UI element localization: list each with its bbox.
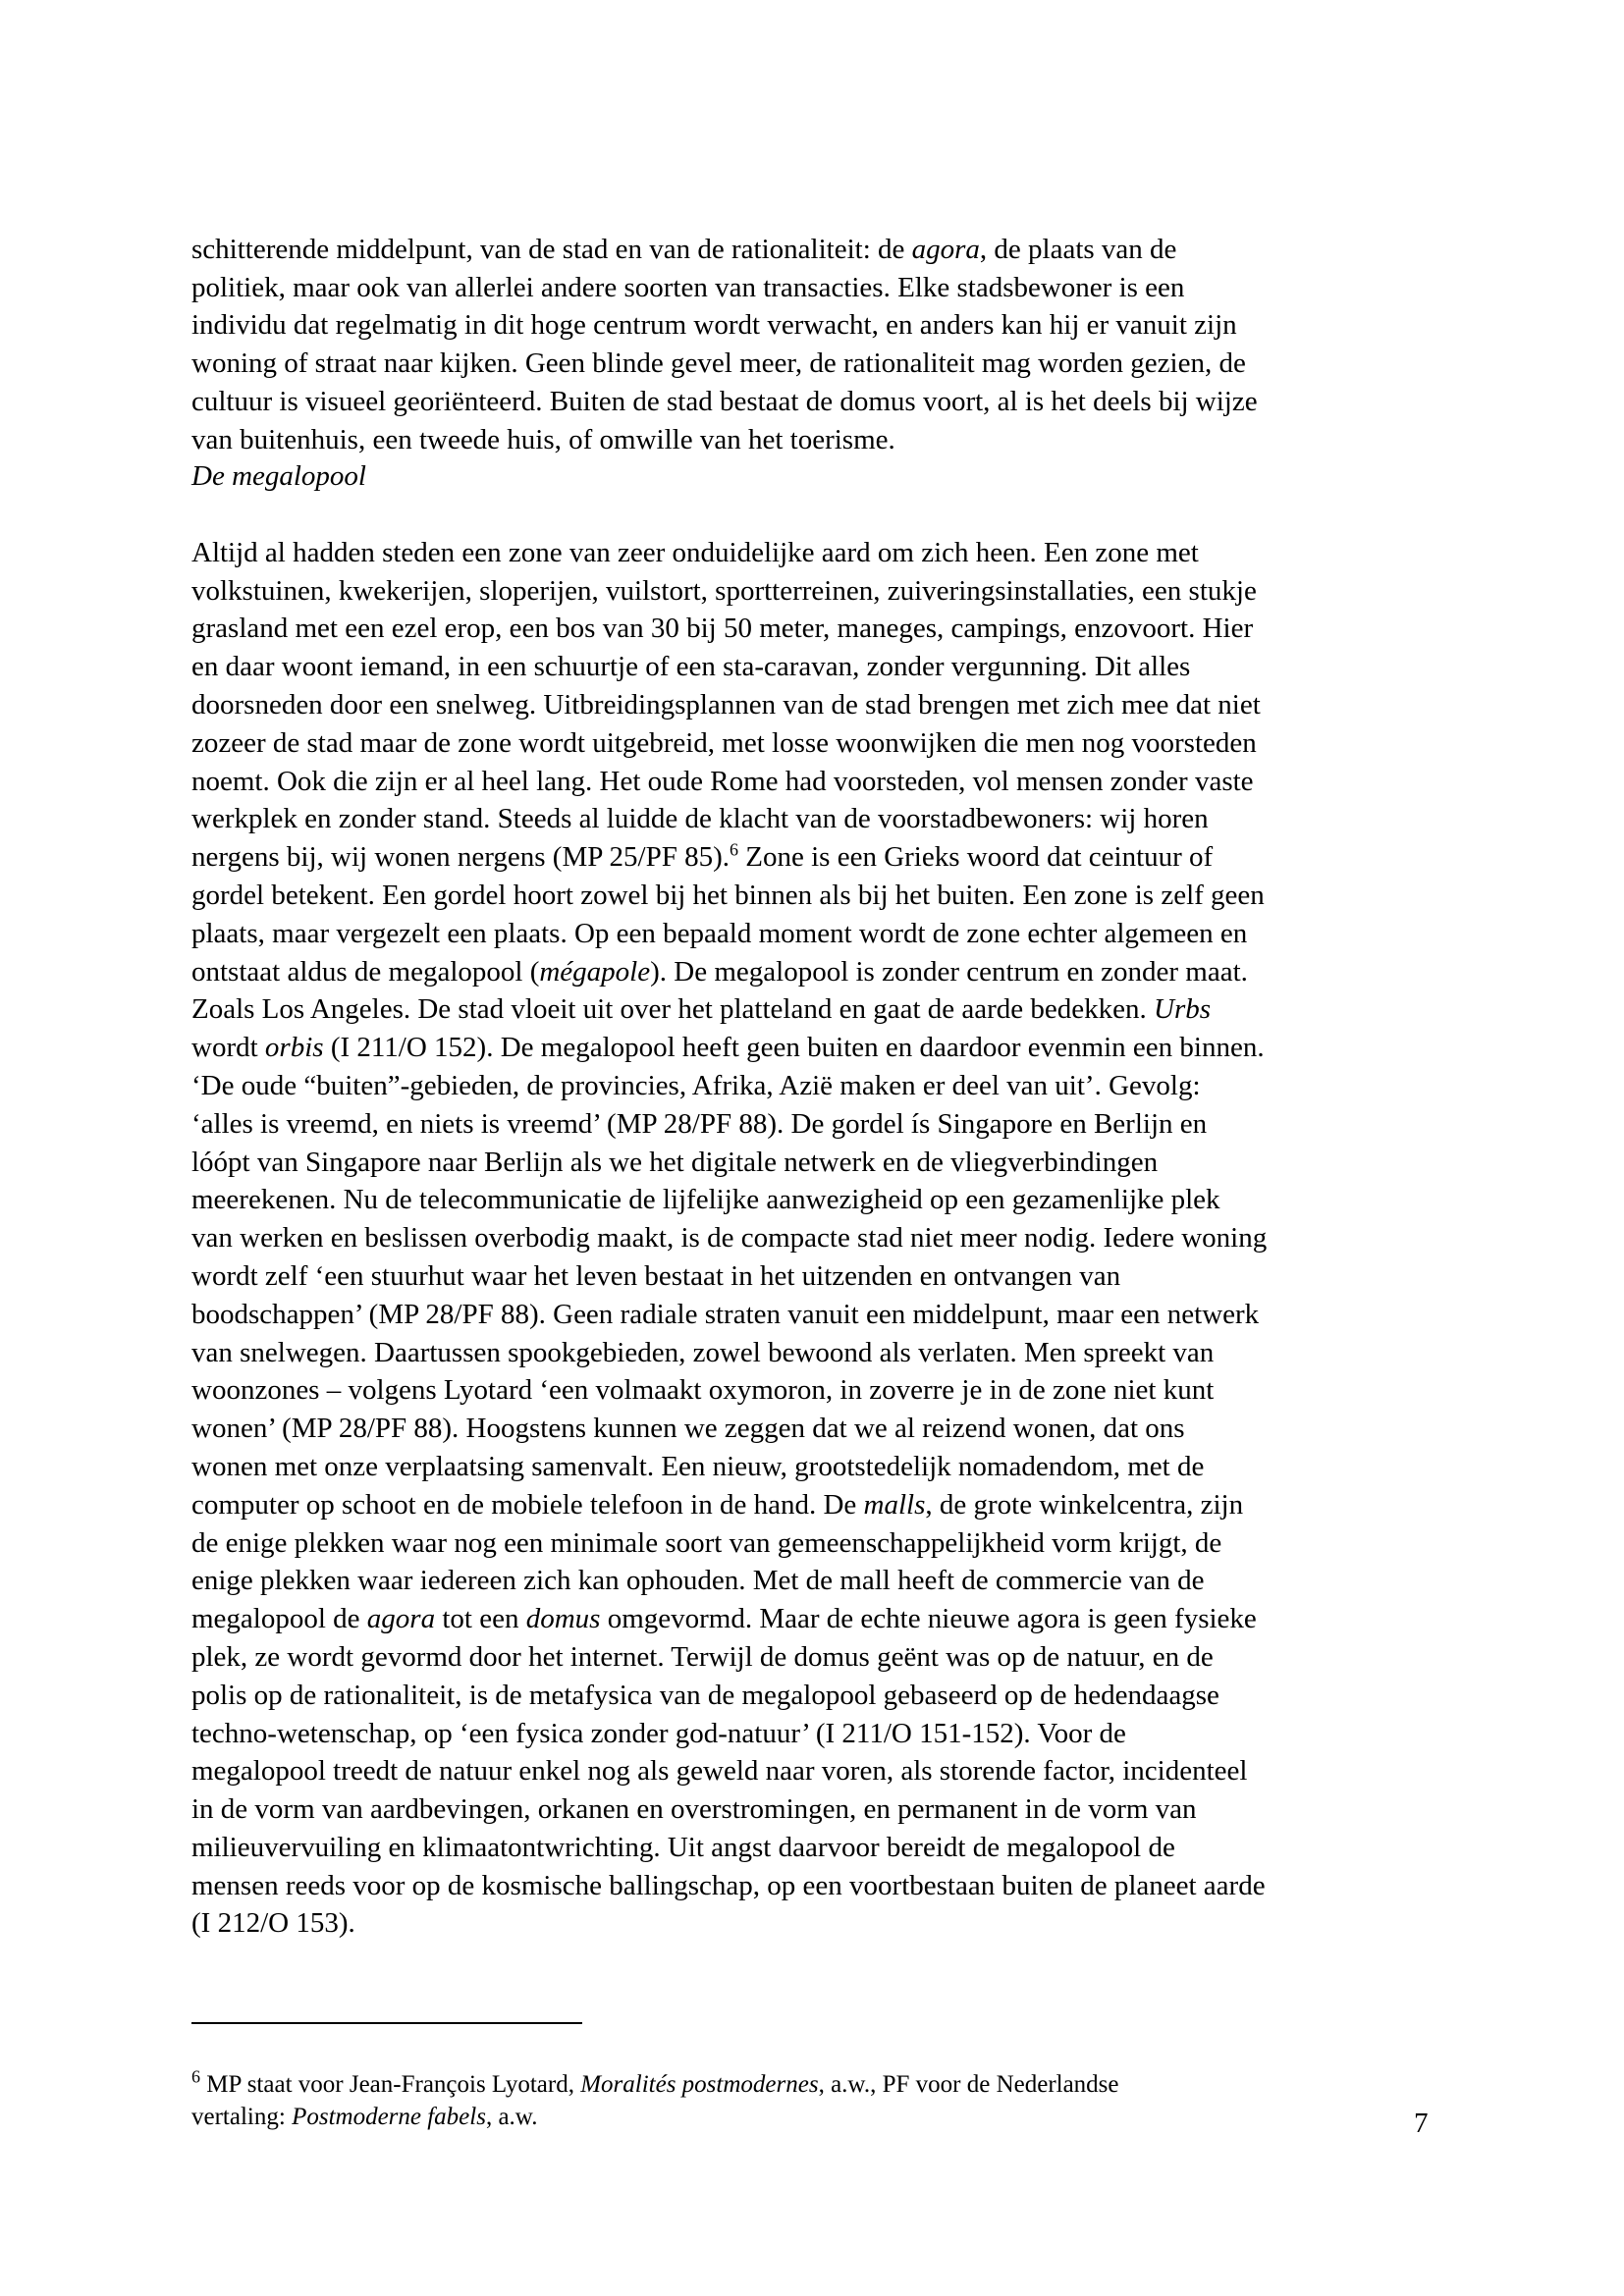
text-segment-italic: domus [525,1603,601,1635]
text-segment-italic: malls [863,1488,926,1521]
body-paragraph-megalopool [191,496,1448,1943]
text-segment: schitterende middelpunt, van de stad en van de rationaliteit: de [191,233,912,265]
text-segment: Altijd al hadden steden een zone van zeer onduidelijke aard om zich heen. Een zone met volkstuinen, kwekerijen, sloperijen, vuilstort, sportterreinen, zuiveringsinstallaties, een stukje grasland met een ezel erop, een bos van 30 bij 50 meter, maneges, campings, enzovoort. Hier en daar woont iemand, in een schuurtje of een sta-caravan, zonder vergunning. Dit alles doorsneden door een snelweg. Uitbreidingsplannen van de stad brengen met zich mee dat niet zozeer de stad maar de zone wordt uitgebreid, met losse woonwijken die men nog voorsteden noemt. Ook die zijn er al heel lang. Het oude Rome had voorsteden, vol mensen zonder vaste werkplek en zonder stand. Steeds al luidde de klacht van de voorstadbewoners: wij horen nergens bij, wij wonen nergens (MP 25/PF 85). [191,536,1261,874]
footnote [191,2036,1448,2133]
text-segment-italic: agora [911,233,980,265]
footnote-number: 6 [191,2066,200,2087]
text-segment: omgevormd. Maar de echte nieuwe agora is geen fysieke plek, ze wordt gevormd door het internet. Terwijl de domus geënt was op de natuur, en de polis op de rationaliteit, is de metafysica van de megalopool gebaseerd op de hedendaagse techno-wetenschap, op ‘een fysica zonder god-natuur’ (I 211/O 151-152). Voor de megalopool treedt de natuur enkel nog als geweld naar voren, als storende factor, incidenteel in de vorm van aardbevingen, orkanen en overstromingen, en permanent in de vorm van milieuvervuiling en klimaatontwrichting. Uit angst daarvoor bereidt de megalopool de mensen reeds voor op de kosmische ballingschap, op een voortbestaan buiten de planeet aarde (I 212/O 153). [191,1603,1266,1940]
text-segment: , de plaats van de politiek, maar ook van allerlei andere soorten van transacties. Elke stadsbewoner is een individu dat regelmatig in dit hoge centrum wordt verwacht, en anders kan hij er vanuit zijn woning of straat naar kijken. Geen blinde gevel meer, de rationaliteit mag worden gezien, de cultuur is visueel georiënteerd. Buiten de stad bestaat de domus voort, al is het deels bij wijze van buitenhuis, een tweede huis, of omwille van het toerisme. [191,233,1258,455]
text-segment-italic: Postmoderne fabels [292,2104,486,2130]
text-segment: ). De megalopool is zonder centrum en zonder maat. Zoals Los Angeles. De stad vloeit uit over het platteland en gaat de aarde bedekken. [191,955,1248,1026]
page-number: 7 [1414,2108,1429,2139]
text-segment-italic: Urbs [1154,993,1212,1026]
text-segment: Zone is een Grieks woord dat ceintuur of gordel betekent. Een gordel hoort zowel bij het binnen als bij het buiten. Een zone is zelf geen plaats, maar vergezelt een plaats. Op een bepaald moment wordt de zone echter algemeen en ontstaat aldus de megalopool ( [191,841,1265,988]
text-segment: MP staat voor Jean-François Lyotard, [200,2071,581,2098]
footnote-reference: 6 [730,839,739,860]
text-segment: , a.w. [485,2104,538,2130]
body-paragraph-domus [191,192,1448,459]
text-segment-italic: Moralités postmodernes [580,2071,819,2098]
footnote-separator [191,2022,582,2024]
text-segment-italic: agora [366,1603,436,1635]
section-heading: De megalopool [191,460,366,492]
text-segment: (I 211/O 152). De megalopool heeft geen buiten en daardoor evenmin een binnen. ‘De oude “buiten”-gebieden, de provincies, Afrika, Azië maken er deel van uit’. Gevolg: ‘alles is vreemd, en niets is vreemd’ (MP 28/PF 88). De gordel ís Singapore en Berlijn en lóópt van Singapore naar Berlijn als we het digitale netwerk en de vliegverbindingen meerekenen. Nu de telecommunicatie de lijfelijke aanwezigheid op een gezamenlijke plek van werken en beslissen overbodig maakt, is de compacte stad niet meer nodig. Iedere woning wordt zelf ‘een stuurhut waar het leven bestaat in het uitzenden en ontvangen van boodschappen’ (MP 28/PF 88). Geen radiale straten vanuit een middelpunt, maar een netwerk van snelwegen. Daartussen spookgebieden, zowel bewoond als verlaten. Men spreekt van woonzones – volgens Lyotard ‘een volmaakt oxymoron, in zoverre je in de zone niet kunt wonen’ (MP 28/PF 88). Hoogstens kunnen we zeggen dat we al reizend wonen, dat ons wonen met onze verplaatsing samenvalt. Een nieuw, grootstedelijk nomadendom, met de computer op schoot en de mobiele telefoon in de hand. De [191,1032,1268,1521]
text-segment-italic: mégapole [539,955,651,988]
text-segment: , a.w., PF voor de Nederlandse vertaling: [191,2071,1119,2130]
text-segment: wordt [191,1032,258,1064]
text-segment-italic: orbis [264,1032,324,1064]
text-segment: , de grote winkelcentra, zijn de enige plekken waar nog een minimale soort van gemeenschappelijkheid vorm krijgt, de enige plekken waar iedereen zich kan ophouden. Met de mall heeft de commercie van de megalopool de [191,1488,1244,1635]
text-segment: tot een [435,1603,526,1635]
